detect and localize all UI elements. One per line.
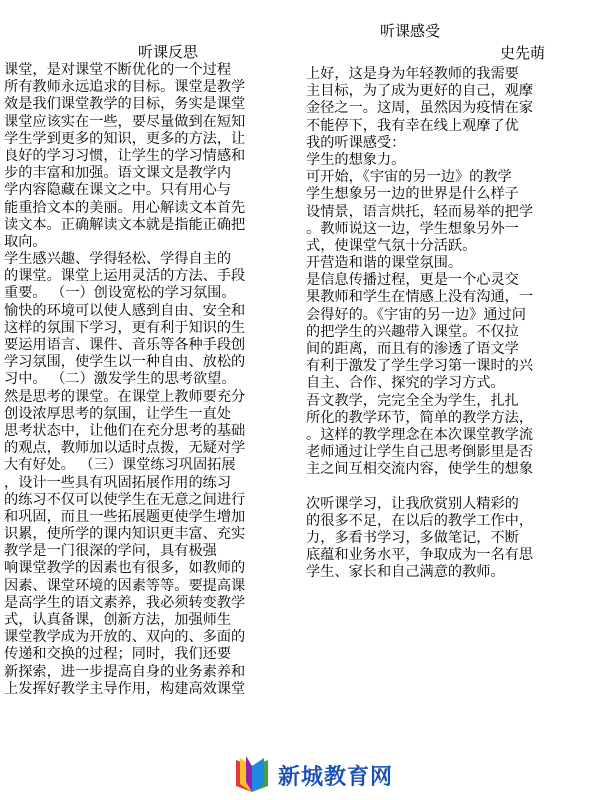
text-line: 学生想象另一边的世界是什么样子 [306, 186, 519, 203]
text-line: 是高学生的语文素养，我必须转变教学 [4, 594, 246, 611]
text-line: 课堂应该实在一些，要尽量做到在短知 [4, 113, 246, 130]
text-line: 取向。 [4, 233, 47, 250]
text-line: 学生感兴趣、学得轻松、学得自主的 [4, 251, 232, 268]
text-line: 新探索，进一步提高自身的业务素养和 [4, 663, 246, 680]
text-line: 次听课学习，让我欣赏别人精彩的 [306, 495, 519, 512]
text-line: 良好的学习习惯，让学生的学习情感和 [4, 147, 246, 164]
text-line: 。教师说这一边，学生想象另外一 [306, 220, 519, 237]
text-line: 学生、家长和自己满意的教师。 [306, 564, 505, 581]
text-line: 设情景，语言烘托，轻而易举的把学 [306, 203, 534, 220]
text-line: 的练习不仅可以使学生在无意之间进行 [4, 491, 246, 508]
text-line: 步的丰富和加强。语文课文是教学内 [4, 165, 232, 182]
text-line: 会得好的。《宇宙的另一边》通过问 [306, 306, 526, 323]
text-line: 学习氛围，使学生以一种自由、放松的 [4, 354, 246, 371]
text-line: 开营造和谐的课堂氛围。 [306, 255, 463, 272]
left-page-body [0, 62, 300, 698]
left-page-title: 听课反思 [138, 43, 199, 61]
watermark-text: 新城教育网 [278, 763, 394, 789]
text-line: 学生学到更多的知识，更多的方法，让 [4, 130, 246, 147]
text-line: 因素、课堂环境的因素等等。要提高课 [4, 577, 246, 594]
text-line: 有利于激发了学生学习第一课时的兴 [306, 358, 534, 375]
text-line: 底蕴和业务水平，争取成为一名有思 [306, 547, 534, 564]
text-line: 重要。 （一）创设宽松的学习氛围。 [4, 285, 236, 302]
text-line: 习中。 （二）激发学生的思考欲望。 [4, 371, 236, 388]
text-line: 式，使课堂气氛十分活跃。 [306, 237, 477, 254]
text-line: 。这样的教学理念在本次课堂教学流 [306, 426, 534, 443]
text-line: 果教师和学生在情感上没有沟通，一 [306, 289, 534, 306]
text-line: 式，认真备课，创新方法，加强师生 [4, 612, 232, 628]
text-line: 这样的氛围下学习，更有利于知识的生 [4, 319, 246, 336]
right-page [300, 0, 600, 800]
text-line: 的课堂。课堂上运用灵活的方法、手段 [4, 268, 246, 285]
text-line: 上发挥好教学主导作用，构建高效课堂 [4, 680, 246, 697]
text-line: 所有教师永远追求的目标。课堂是教学 [4, 79, 246, 96]
text-line: 的很多不足，在以后的教学工作中， [306, 512, 534, 529]
text-line: ，设计一些具有巩固拓展作用的练习 [4, 474, 232, 491]
text-line: 我的听课感受： [306, 134, 406, 151]
text-line: 主目标，为了成为更好的自己，观摩 [306, 83, 534, 100]
right-page-body [300, 66, 600, 582]
text-line: 课堂教学成为开放的、双向的、多面的 [4, 629, 246, 646]
text-line: 力，多看书学习，多做笔记，不断 [306, 530, 519, 547]
right-page-author: 史先萌 [500, 44, 546, 62]
text-line: 效是我们课堂教学的目标，务实是课堂 [4, 96, 246, 113]
text-line [300, 479, 600, 496]
text-line: 主之间互相交流内容，使学生的想象 [306, 461, 534, 478]
right-page-title: 听课感受 [380, 22, 441, 40]
text-line: 大有好处。 （三）课堂练习巩固拓展 [4, 457, 236, 474]
text-line: 响课堂教学的因素也有很多，如教师的 [4, 560, 246, 577]
text-line: 的把学生的兴趣带入课堂。不仅拉 [306, 323, 519, 340]
text-line: 吾文教学，完完全全为学生，扎扎 [306, 392, 519, 409]
text-line: 学内容隐藏在课文之中。只有用心与 [4, 182, 232, 199]
text-line: 然是思考的课堂。在课堂上教师要充分 [4, 388, 246, 405]
text-line: 和巩固，而且一些拓展题更使学生增加 [4, 508, 246, 525]
text-line: 思考状态中，让他们在充分思考的基础 [4, 422, 246, 439]
site-watermark [232, 755, 393, 795]
text-line: 自主、合作、探究的学习方式。 [306, 375, 505, 392]
text-line: 课堂，是对课堂不断优化的一个过程 [4, 62, 232, 78]
text-line: 上好，这是身为年轻教师的我需要 [306, 66, 519, 82]
text-line: 金径之一。这周，虽然因为疫情在家 [306, 100, 534, 117]
text-line: 愉快的环境可以使人感到自由、安全和 [4, 302, 246, 319]
text-line: 要运用语言、课件、音乐等各种手段创 [4, 337, 246, 353]
text-line: 传递和交换的过程；同时，我们还要 [4, 646, 232, 663]
book-logo-icon [232, 756, 272, 794]
text-line: 的观点，教师加以适时点拨，无疑对学 [4, 440, 246, 457]
text-line: 老师通过让学生自己思考倒影里是否 [306, 444, 534, 461]
text-line: 教学是一门很深的学问，具有极强 [4, 543, 217, 560]
text-line: 所化的教学环节，简单的教学方法， [306, 409, 534, 426]
text-line: 能重拾文本的美丽。用心解读文本首先 [4, 199, 246, 216]
text-line: 读文本。正确解读文本就是指能正确把 [4, 216, 246, 233]
text-line: 创设浓厚思考的氛围，让学生一直处 [4, 405, 232, 422]
text-line: 识累，使所学的课内知识更丰富、充实 [4, 526, 246, 543]
text-line: 不能停下，我有幸在线上观摩了优 [306, 117, 519, 134]
text-line: 间的距离，而且有的渗透了语文学 [306, 341, 519, 357]
text-line: 是信息传播过程，更是一个心灵交 [306, 272, 519, 289]
text-line: 可开始，《宇宙的另一边》的教学 [306, 169, 512, 186]
text-line: 学生的想象力。 [306, 151, 406, 168]
